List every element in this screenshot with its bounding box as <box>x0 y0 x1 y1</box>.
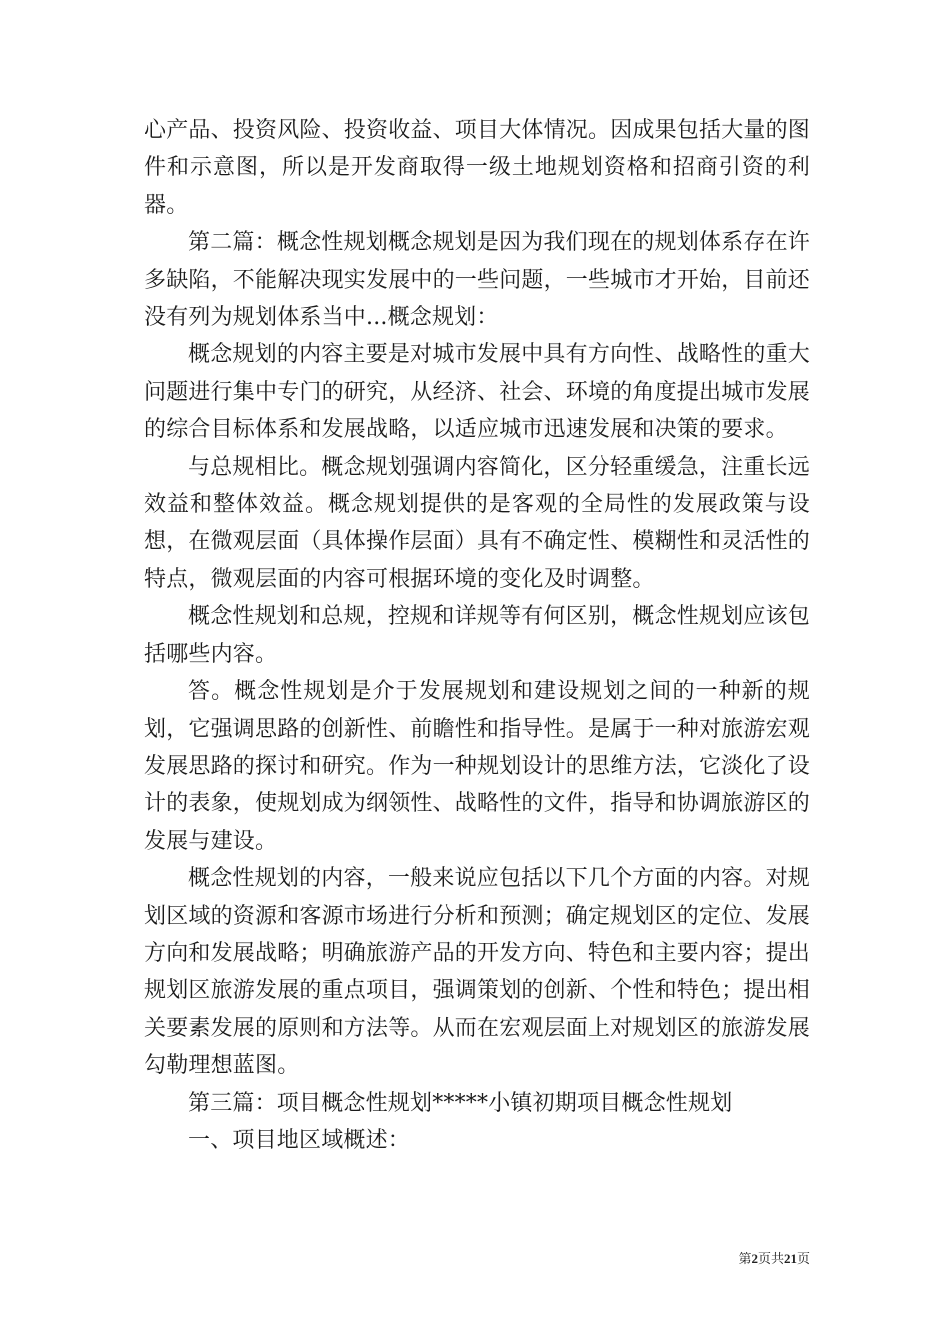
paragraph-9: 一、项目地区域概述： <box>188 1127 411 1153</box>
paragraph-4: 与总规相比。概念规划强调内容简化，区分轻重缓急，注重长远效益和整体效益。概念规划提供的是客观的全局性的发展政策与设想，在微观层面（具体操作层面）具有不确定性、模糊性和灵活性的特点，微观层面的内容可根据环境的变化及时调整。 <box>144 454 811 592</box>
paragraph-7: 概念性规划的内容，一般来说应包括以下几个方面的内容。对规划区域的资源和客源市场进行分析和预测；确定规划区的定位、发展方向和发展战略；明确旅游产品的开发方向、特色和主要内容；提出规划区旅游发展的重点项目，强调策划的创新、个性和特色；提出相关要素发展的原则和方法等。从而在宏观层面上对规划区的旅游发展勾勒理想蓝图。 <box>144 866 811 1079</box>
footer-middle: 页共 <box>757 1252 784 1267</box>
paragraph-6: 答。概念性规划是介于发展规划和建设规划之间的一种新的规划，它强调思路的创新性、前瞻性和指导性。是属于一种对旅游宏观发展思路的探讨和研究。作为一种规划设计的思维方法，它淡化了设计的表象，使规划成为纲领性、战略性的文件，指导和协调旅游区的发展与建设。 <box>144 679 811 854</box>
paragraph-8: 第三篇：项目概念性规划*****小镇初期项目概念性规划 <box>188 1090 733 1116</box>
page-footer <box>700 1248 810 1267</box>
footer-suffix: 页 <box>796 1252 810 1267</box>
paragraph-5: 概念性规划和总规，控规和详规等有何区别，概念性规划应该包括哪些内容。 <box>144 604 810 667</box>
paragraph-3: 概念规划的内容主要是对城市发展中具有方向性、战略性的重大问题进行集中专门的研究，从经济、社会、环境的角度提出城市发展的综合目标体系和发展战略，以适应城市迅速发展和决策的要求。 <box>144 342 811 443</box>
footer-total-pages: 21 <box>783 1251 797 1266</box>
paragraph-2: 第二篇：概念性规划概念规划是因为我们现在的规划体系存在许多缺陷，不能解决现实发展中的一些问题，一些城市才开始，目前还没有列为规划体系当中...概念规划： <box>144 230 811 331</box>
paragraph-1: 心产品、投资风险、投资收益、项目大体情况。因成果包括大量的图件和示意图，所以是开发商取得一级土地规划资格和招商引资的利器。 <box>144 118 811 218</box>
footer-prefix: 第 <box>738 1252 752 1267</box>
document-body <box>144 112 810 1159</box>
footer-current-page: 2 <box>751 1251 758 1266</box>
